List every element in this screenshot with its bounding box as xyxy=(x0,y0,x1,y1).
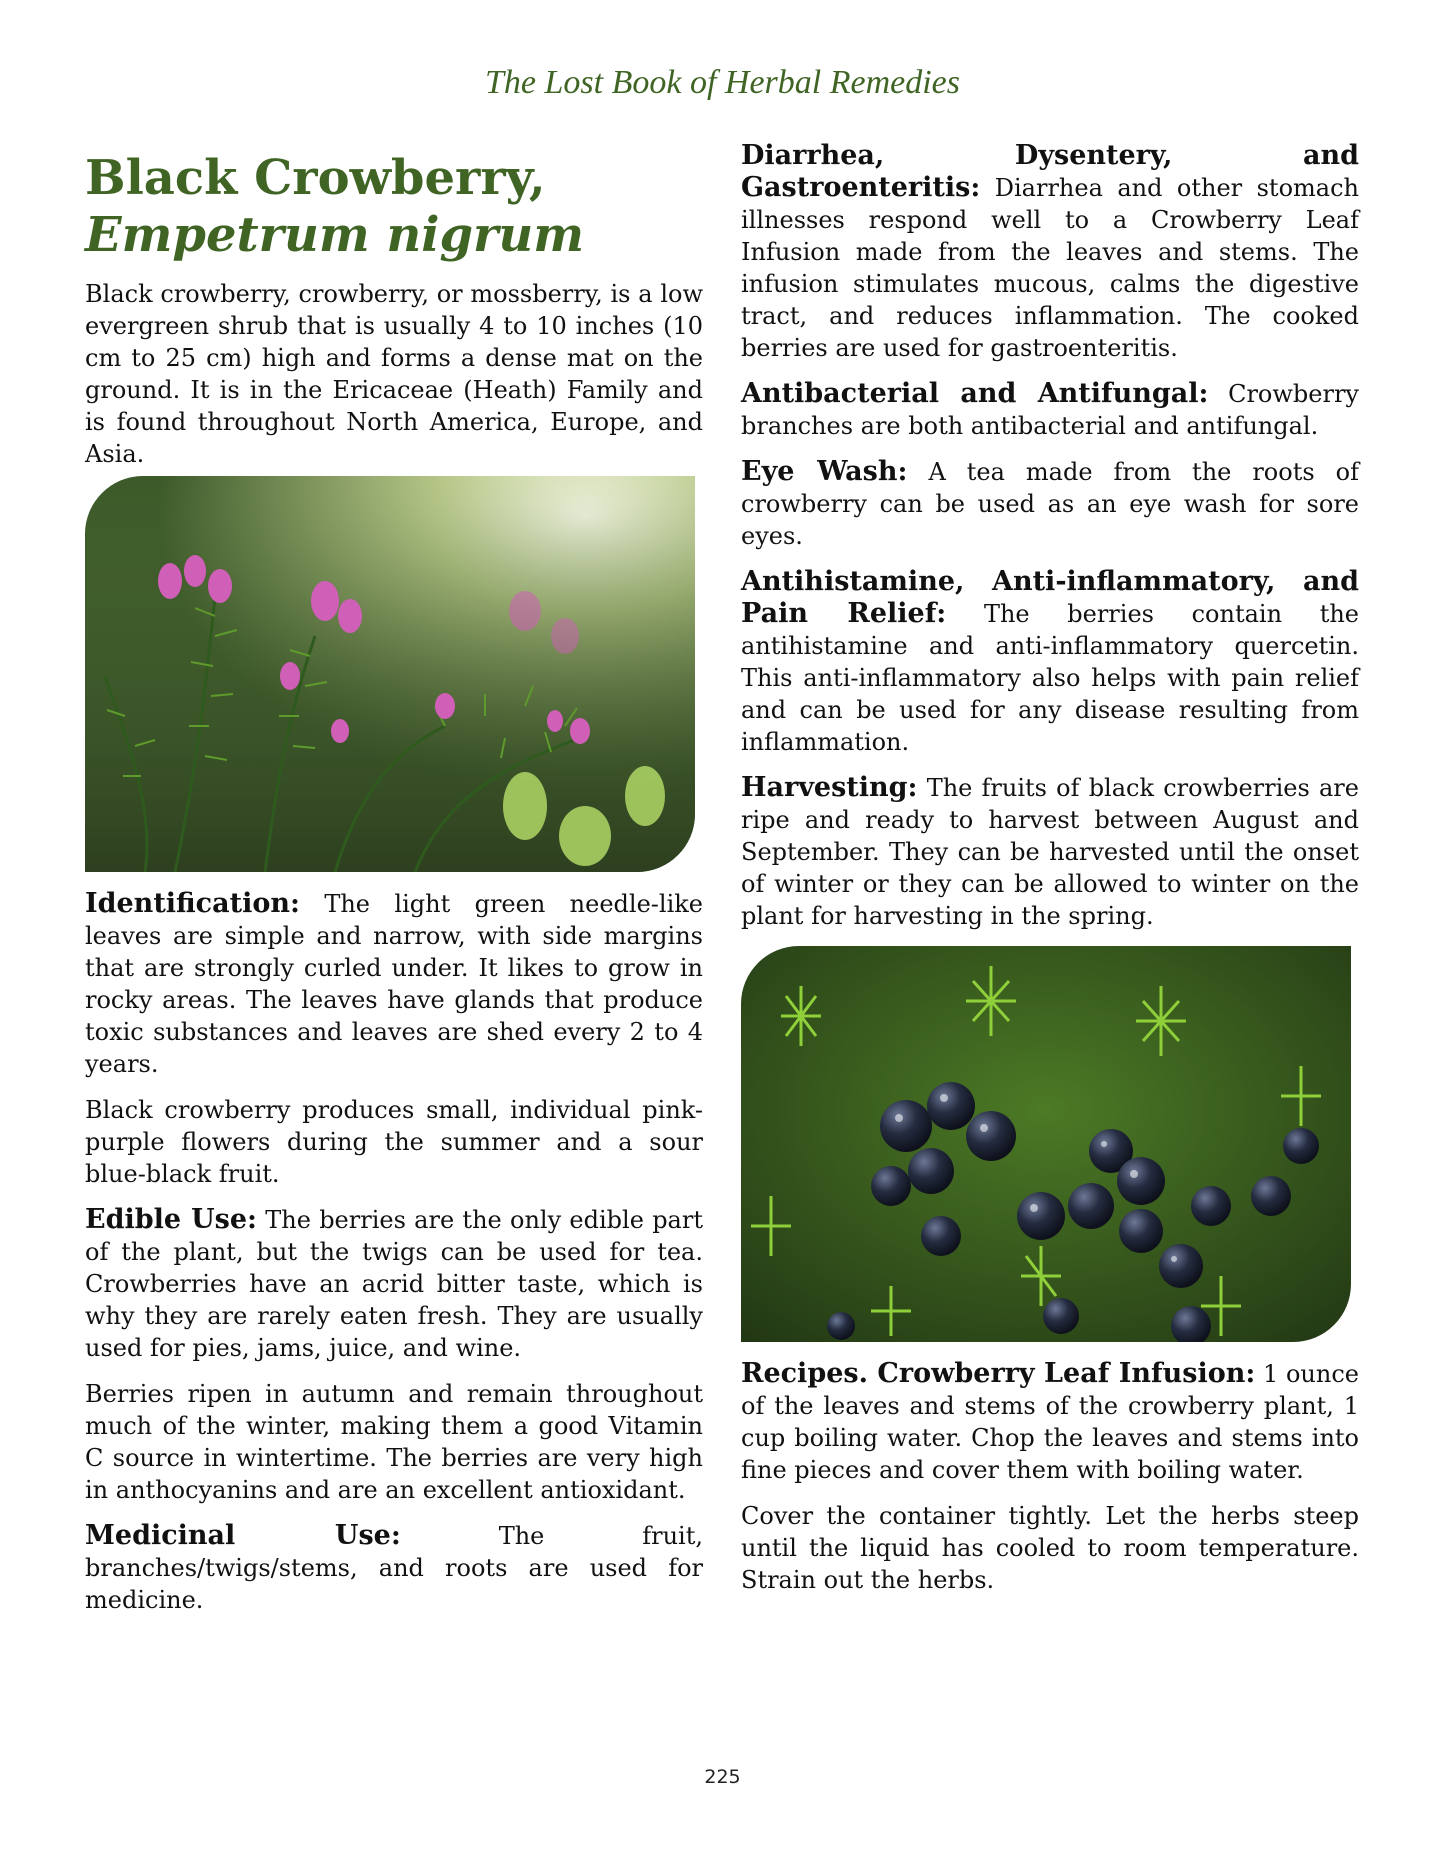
harvesting-heading: Harvesting: xyxy=(741,772,918,803)
antibacterial-paragraph xyxy=(741,378,1359,442)
harvesting-text: The fruits of black crowberries are ripe and ready to harvest between August and September. They can be harvested until the onset of winter or they can be allowed to winter on the plant for harvesting in the spring. xyxy=(741,774,1359,930)
medicinal-use-paragraph xyxy=(85,1520,703,1616)
crowberry-berries-photo xyxy=(741,946,1351,1342)
diarrhea-paragraph xyxy=(741,140,1359,364)
antibacterial-heading: Antibacterial and Antifungal: xyxy=(741,378,1209,409)
recipes-heading: Recipes. Crowberry Leaf Infusion: xyxy=(741,1358,1256,1389)
berries-paragraph: Berries ripen in autumn and remain throughout much of the winter, making them a good Vitamin C source in wintertime. The berries are very high in anthocyanins and are an excellent antioxidant. xyxy=(85,1380,703,1504)
medicinal-use-heading: Medicinal Use: xyxy=(85,1520,401,1551)
eye-wash-text: A tea made from the roots of crowberry can be used as an eye wash for sore eyes. xyxy=(741,458,1359,550)
eye-wash-heading: Eye Wash: xyxy=(741,456,908,487)
identification-heading: Identification: xyxy=(85,888,300,919)
antihistamine-text: The berries contain the antihistamine and anti-inflammatory quercetin. This anti-inflammatory also helps with pain relief and can be used for any disease resulting from inflammation. xyxy=(741,600,1360,756)
page-number: 225 xyxy=(704,1766,741,1788)
identification-paragraph xyxy=(85,888,703,1080)
left-column xyxy=(85,150,703,1630)
page-title xyxy=(85,150,703,264)
antibacterial-text: Crowberry branches are both antibacterial and antifungal. xyxy=(741,380,1359,440)
antihistamine-paragraph xyxy=(741,566,1359,758)
intro-paragraph: Black crowberry, crowberry, or mossberry, is a low evergreen shrub that is usually 4 to 10 inches (10 cm to 25 cm) high and forms a dense mat on the ground. It is in the Ericaceae (Heath) Family and is found throughout North America, Europe, and Asia. xyxy=(85,280,703,468)
eye-wash-paragraph xyxy=(741,456,1359,552)
medicinal-use-text: The fruit, branches/twigs/stems, and roots are used for medicine. xyxy=(85,1522,703,1614)
edible-use-text: The berries are the only edible part of the plant, but the twigs can be used for tea. Crowberries have an acrid bitter taste, which is why they are rarely eaten fresh. They are usually used for pies, jams, juice, and wine. xyxy=(85,1206,703,1362)
diarrhea-heading: Diarrhea, Dysentery, and Gastroenteritis: xyxy=(741,140,1359,203)
edible-use-paragraph xyxy=(85,1204,703,1364)
recipe-steps-paragraph: Cover the container tightly. Let the herbs steep until the liquid has cooled to room temperature. Strain out the herbs. xyxy=(741,1502,1359,1594)
right-column xyxy=(741,140,1359,1610)
recipes-text: 1 ounce of the leaves and stems of the crowberry plant, 1 cup boiling water. Chop the leaves and stems into fine pieces and cover them with boiling water. xyxy=(741,1360,1359,1484)
crowberry-flowers-photo xyxy=(85,476,695,872)
flowers-paragraph: Black crowberry produces small, individual pink-purple flowers during the summer and a sour blue-black fruit. xyxy=(85,1096,703,1188)
recipes-paragraph xyxy=(741,1358,1359,1486)
title-common-name: Black Crowberry, xyxy=(85,150,546,206)
identification-text: The light green needle-like leaves are simple and narrow, with side margins that are strongly curled under. It likes to grow in rocky areas. The leaves have glands that produce toxic substances and leaves are shed every 2 to 4 years. xyxy=(85,890,703,1078)
harvesting-paragraph xyxy=(741,772,1359,932)
diarrhea-text: Diarrhea and other stomach illnesses respond well to a Crowberry Leaf Infusion made from the leaves and stems. The infusion stimulates mucous, calms the digestive tract, and reduces inflammation. The cooked berries are used for gastroenteritis. xyxy=(741,174,1359,362)
title-scientific-name: Empetrum nigrum xyxy=(85,207,585,263)
antihistamine-heading: Antihistamine, Anti-inflammatory, and Pain Relief: xyxy=(741,566,1359,629)
running-header-title: The Lost Book of Herbal Remedies xyxy=(485,64,960,101)
edible-use-heading: Edible Use: xyxy=(85,1204,257,1235)
